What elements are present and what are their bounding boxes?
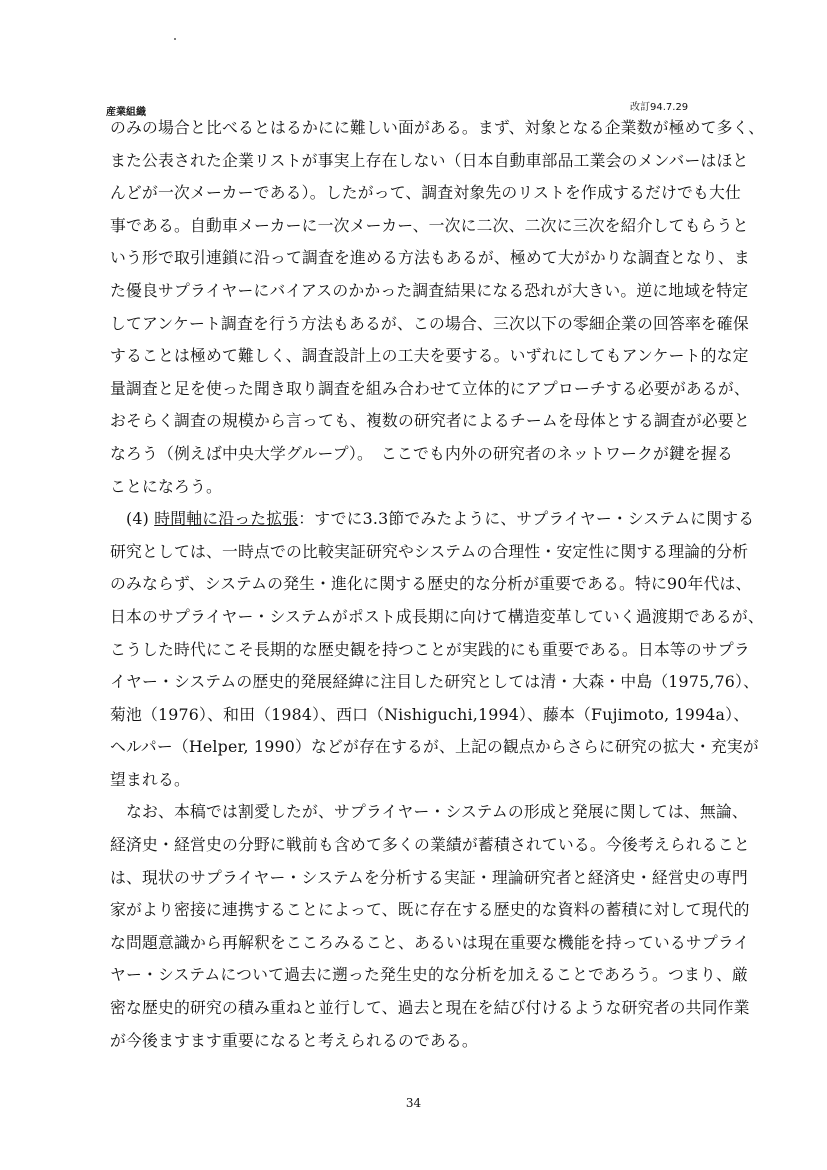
text-line: おそらく調査の規模から言っても、複数の研究者によるチームを母体とする調査が必要と — [110, 411, 750, 431]
text-line: 家がより密接に連携することによって、既に存在する歴史的な資料の蓄積に対して現代的 — [110, 900, 750, 920]
section-title: 時間軸に沿った拡張 — [154, 509, 299, 529]
text-line: なお、本稿では割愛したが、サプライヤー・システムの形成と発展に関しては、無論、 — [126, 802, 748, 822]
text-line: のみならず、システムの発生・進化に関する歴史的な分析が重要である。特に90年代は、 — [110, 574, 752, 594]
header-section-label: 産業組織 — [106, 107, 146, 118]
text-line: ヤー・システムについて過去に遡った発生史的な分析を加えることであろう。つまり、厳 — [110, 965, 748, 985]
text-line: イヤー・システムの歴史的発展経緯に注目した研究としては清・大森・中島（1975,76）、 — [110, 672, 760, 692]
text-line: ヘルパー（Helper, 1990）などが存在するが、上記の観点からさらに研究の拡大・充実が — [110, 737, 759, 757]
text-line: 望まれる。 — [110, 769, 190, 789]
text-line: してアンケート調査を行う方法もあるが、この場合、三次以下の零細企業の回答率を確保 — [110, 313, 749, 333]
text-line: は、現状のサプライヤー・システムを分析する実証・理論研究者と経済史・経営史の専門 — [110, 867, 748, 887]
text-line: 研究としては、一時点での比較実証研究やシステムの合理性・安定性に関する理論的分析 — [110, 541, 749, 561]
text-line: ：すでに3.3節でみたように、サプライヤー・システムに関する — [298, 509, 755, 529]
text-line: 経済史・経営史の分野に戦前も含めて多くの業績が蓄積されている。今後考えられること — [110, 835, 750, 855]
text-line: が今後ますます重要になると考えられるのである。 — [110, 1030, 478, 1050]
text-line: また公表された企業リストが事実上存在しない（日本自動車部品工業会のメンバーはほと — [110, 150, 749, 170]
paragraph-2 — [110, 503, 782, 796]
header-revision-date: 改訂94.7.29 — [630, 102, 689, 113]
text-line: 量調査と足を使った聞き取り調査を組み合わせて立体的にアプローチする必要があるが、 — [110, 378, 750, 398]
text-line: んどが一次メーカーである）。したがって、調査対象先のリストを作成するだけでも大仕 — [110, 183, 742, 203]
section-number: (4) — [126, 509, 149, 529]
text-line: ことになろう。 — [110, 476, 222, 496]
page-number: 34 — [405, 1096, 422, 1110]
text-line: することは極めて難しく、調査設計上の工夫を要する。いずれにしてもアンケート的な定 — [110, 346, 749, 366]
text-line: なろう（例えば中央大学グループ）。 ここでも内外の研究者のネットワークが鍵を握る — [110, 443, 733, 463]
text-line: な問題意識から再解釈をこころみること、あるいは現在重要な機能を持っているサプライ — [110, 932, 750, 952]
section-heading-line — [110, 503, 782, 536]
text-line: 日本のサプライヤー・システムがポスト成長期に向けて構造変革していく過渡期であるが、 — [110, 606, 764, 626]
text-line: 事である。自動車メーカーに一次メーカー、一次に二次、二次に三次を紹介してもらうと — [110, 215, 749, 235]
paragraph-1 — [110, 112, 782, 503]
scan-speck — [174, 38, 176, 40]
text-line: 菊池（1976）、和田（1984）、西口（Nishiguchi,1994）、藤本（Fujimoto, 1994a）、 — [110, 704, 750, 724]
text-line: こうした時代にこそ長期的な歴史観を持つことが実践的にも重要である。日本等のサプラ — [110, 639, 750, 659]
text-line: た優良サプライヤーにバイアスのかかった調査結果になる恐れが大きい。逆に地域を特定 — [110, 280, 749, 300]
text-line: 密な歴史的研究の積み重ねと並行して、過去と現在を結び付けるような研究者の共同作業 — [110, 998, 750, 1018]
body-text — [110, 112, 782, 1057]
text-line: のみの場合と比べるとはるかにに難しい面がある。まず、対象となる企業数が極めて多く、 — [110, 118, 765, 137]
paragraph-3 — [110, 796, 782, 1057]
text-line: いう形で取引連鎖に沿って調査を進める方法もあるが、極めて大がかりな調査となり、ま — [110, 248, 750, 268]
